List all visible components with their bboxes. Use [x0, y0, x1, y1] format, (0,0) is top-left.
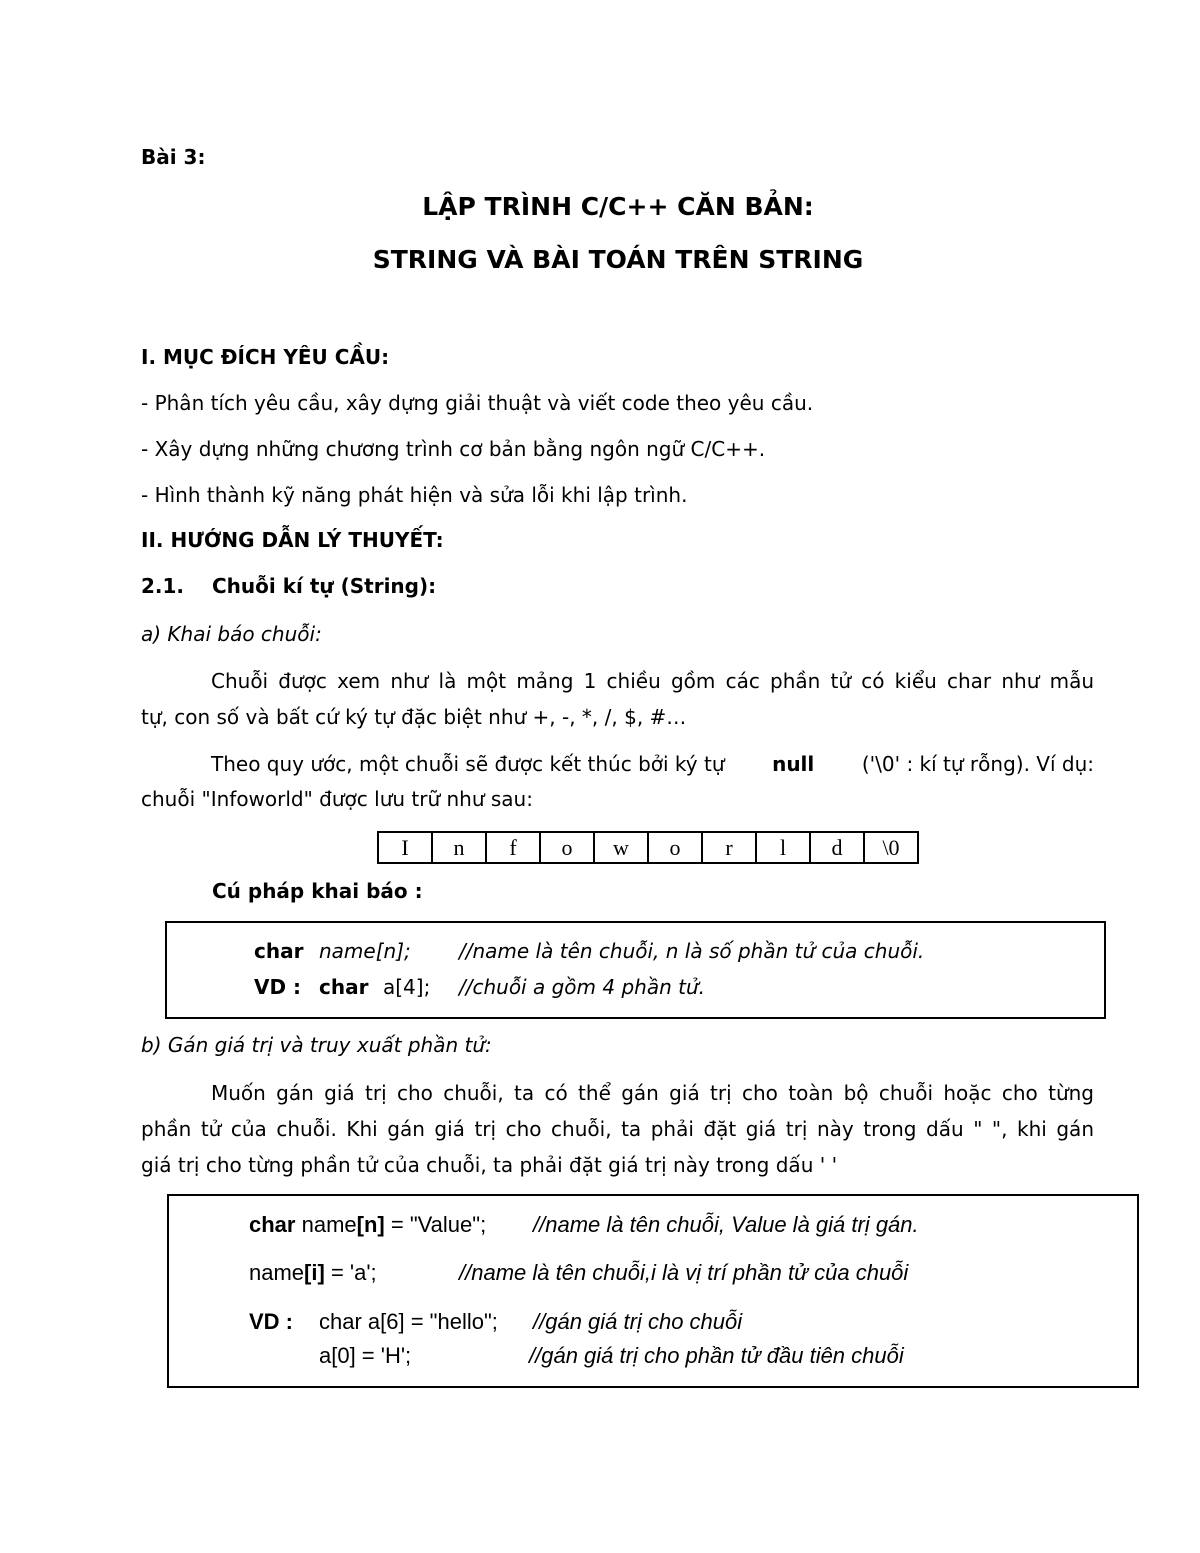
code-name: name: [301, 1212, 357, 1237]
code-comment-1: //name là tên chuỗi, Value là giá trị gán.: [533, 1212, 919, 1237]
code-assign-char: = 'a';: [330, 1260, 377, 1285]
code-index-i: [i]: [304, 1260, 325, 1285]
syntax-vd-code: a[4];: [383, 975, 431, 999]
char-cell: w: [594, 832, 648, 863]
part-b-para-line3: giá trị cho từng phần tử của chuỗi, ta phải đặt giá trị này trong dấu ' ': [141, 1153, 838, 1177]
part-b-para-line2: phần tử của chuỗi. Khi gán giá trị cho chuỗi, ta phải đặt giá trị này trong dấu " ", khi gán: [141, 1117, 1094, 1141]
part-b-para-line1: Muốn gán giá trị cho chuỗi, ta có thể gán giá trị cho toàn bộ chuỗi hoặc cho từng: [211, 1081, 1094, 1105]
char-cell: I: [378, 832, 432, 863]
section1-heading: I. MỤC ĐÍCH YÊU CẦU:: [141, 345, 390, 369]
syntax-label: Cú pháp khai báo :: [212, 879, 423, 903]
syntax-vd-label: VD :: [254, 975, 302, 999]
subsection-title: Chuỗi kí tự (String):: [212, 574, 437, 598]
syntax-comment-1: //name là tên chuỗi, n là số phần tử của chuỗi.: [459, 939, 925, 963]
char-cell: l: [756, 832, 810, 863]
null-keyword: null: [772, 752, 815, 776]
objective-item-2: - Xây dựng những chương trình cơ bản bằng ngôn ngữ C/C++.: [141, 437, 766, 461]
code-index-n: [n]: [356, 1212, 385, 1237]
para2-text-after: ('\0' : kí tự rỗng). Ví dụ:: [861, 752, 1094, 776]
char-cell: f: [486, 832, 540, 863]
syntax-box: [165, 921, 1106, 1019]
code-example-2: a[0] = 'H';: [319, 1343, 412, 1368]
title-line-2: STRING VÀ BÀI TOÁN TRÊN STRING: [372, 245, 864, 274]
char-cell: d: [810, 832, 864, 863]
part-b-heading: b) Gán giá trị và truy xuất phần tử:: [141, 1033, 492, 1057]
syntax-name-decl: name[n];: [319, 939, 411, 963]
code-line-2: [249, 1260, 377, 1286]
char-row: [378, 832, 918, 863]
part-a-para2-line1: [211, 747, 1094, 781]
code-line-1: [249, 1212, 486, 1238]
code-char-keyword: char: [249, 1212, 296, 1237]
part-a-para1-line2: tự, con số và bất cứ ký tự đặc biệt như +, -, *, /, $, #…: [141, 705, 687, 729]
code-example-1: char a[6] = "hello";: [319, 1309, 498, 1334]
objective-item-3: - Hình thành kỹ năng phát hiện và sửa lỗi khi lập trình.: [141, 483, 688, 507]
char-cell: r: [702, 832, 756, 863]
code-name: name: [249, 1260, 305, 1285]
para2-text-before: Theo quy ước, một chuỗi sẽ được kết thúc bởi ký tự: [211, 752, 725, 776]
lesson-label: Bài 3:: [141, 145, 206, 169]
syntax-char-keyword: char: [254, 939, 304, 963]
assignment-code-box: [167, 1194, 1139, 1388]
code-comment-2: //name là tên chuỗi,i là vị trí phần tử của chuỗi: [459, 1260, 909, 1285]
char-cell: n: [432, 832, 486, 863]
char-cell: o: [540, 832, 594, 863]
part-a-heading: a) Khai báo chuỗi:: [141, 622, 322, 646]
part-a-para2-line2: chuỗi "Infoworld" được lưu trữ như sau:: [141, 787, 533, 811]
infoworld-char-table: [377, 831, 919, 864]
syntax-vd-char-keyword: char: [319, 975, 369, 999]
subsection-number: 2.1.: [141, 574, 185, 598]
code-comment-4: //gán giá trị cho phần tử đầu tiên chuỗi: [529, 1343, 904, 1368]
char-cell: \0: [864, 832, 918, 863]
objective-item-1: - Phân tích yêu cầu, xây dựng giải thuật và viết code theo yêu cầu.: [141, 391, 814, 415]
section2-heading: II. HƯỚNG DẪN LÝ THUYẾT:: [141, 528, 444, 552]
code-comment-3: //gán giá trị cho chuỗi: [533, 1309, 743, 1334]
char-cell: o: [648, 832, 702, 863]
part-a-para1-line1: Chuỗi được xem như là một mảng 1 chiều gồm các phần tử có kiểu char như mẫu: [211, 669, 1094, 693]
syntax-comment-2: //chuỗi a gồm 4 phần tử.: [459, 975, 705, 999]
code-vd-label: VD :: [249, 1309, 293, 1334]
code-assign-value: = "Value";: [390, 1212, 487, 1237]
title-line-1: LẬP TRÌNH C/C++ CĂN BẢN:: [422, 192, 814, 221]
